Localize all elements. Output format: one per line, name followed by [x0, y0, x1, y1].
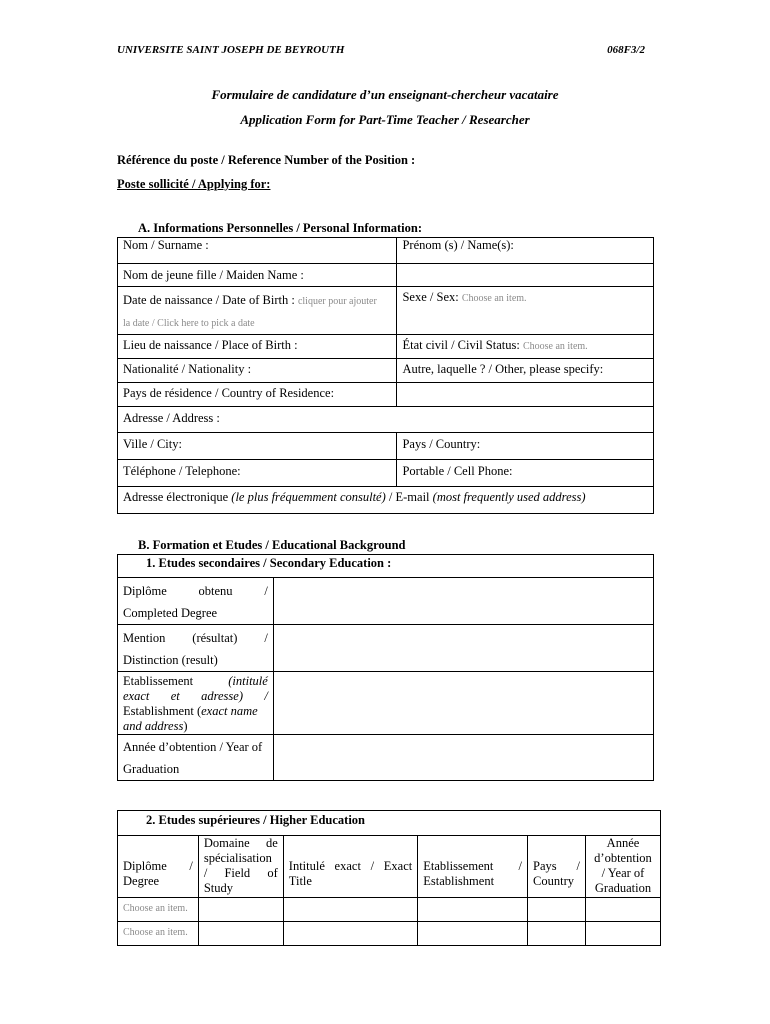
- higher-education-title: 2. Etudes supérieures / Higher Education: [118, 811, 661, 836]
- institution-name: UNIVERSITE SAINT JOSEPH DE BEYROUTH: [117, 44, 345, 56]
- personal-info-table: [117, 237, 654, 514]
- sex-field[interactable]: [397, 287, 654, 335]
- surname-label: Nom / Surname :: [123, 238, 209, 252]
- year-higher-input[interactable]: [585, 922, 660, 946]
- higher-education-table: [117, 810, 661, 946]
- establishment-line1: Etablissement: [123, 674, 229, 688]
- distinction-label: [118, 625, 274, 672]
- form-title-en: Application Form for Part-Time Teacher / Researcher: [240, 112, 530, 127]
- telephone-field[interactable]: [118, 460, 397, 487]
- establishment-higher-input[interactable]: [418, 922, 528, 946]
- year-higher-input[interactable]: [585, 898, 660, 922]
- other-nationality-field[interactable]: [397, 359, 654, 383]
- col-header-year-graduation: Année d’obtention / Year of Graduation: [585, 836, 660, 898]
- col-header-field-of-study: Domaine de spécialisation / Field of Study: [198, 836, 283, 898]
- year-graduation-line2: Graduation: [123, 762, 180, 776]
- email-note-en: (most frequently used address): [432, 490, 586, 504]
- completed-degree-label: [118, 578, 274, 625]
- form-title-fr: Formulaire de candidature d’un enseignant-chercheur vacataire: [211, 87, 559, 102]
- country-higher-input[interactable]: [528, 898, 586, 922]
- sex-label: Sexe / Sex:: [402, 290, 459, 304]
- names-field[interactable]: [397, 238, 654, 264]
- maiden-name-field[interactable]: [118, 264, 397, 287]
- country-higher-input[interactable]: [528, 922, 586, 946]
- degree-dropdown-text[interactable]: Choose an item.: [123, 903, 188, 914]
- field-of-study-input[interactable]: [198, 898, 283, 922]
- secondary-education-title: 1. Etudes secondaires / Secondary Education :: [118, 555, 654, 578]
- establishment-line4-close: ): [183, 719, 188, 733]
- dob-field[interactable]: [118, 287, 397, 335]
- col-header-country: Pays / Country: [528, 836, 586, 898]
- exact-title-input[interactable]: [283, 898, 417, 922]
- completed-degree-input[interactable]: [273, 578, 653, 625]
- establishment-line1-italic: (intitulé: [228, 674, 268, 688]
- civil-status-field[interactable]: [397, 335, 654, 359]
- dob-date-picker-hint[interactable]: la date / Click here to pick a date: [123, 318, 255, 329]
- country-residence-label: Pays de résidence / Country of Residence:: [123, 386, 335, 400]
- establishment-higher-input[interactable]: [418, 898, 528, 922]
- cell-phone-label: Portable / Cell Phone:: [402, 464, 513, 478]
- email-label-en: / E-mail: [385, 490, 433, 504]
- distinction-line2: Distinction (result): [123, 653, 218, 667]
- country-residence-empty-cell: [397, 383, 654, 407]
- sex-dropdown[interactable]: Choose an item.: [461, 293, 527, 304]
- establishment-line3: Establishment (: [123, 704, 202, 718]
- city-label: Ville / City:: [123, 437, 182, 451]
- other-nationality-label: Autre, laquelle ? / Other, please specify:: [402, 362, 604, 376]
- country-label: Pays / Country:: [402, 437, 481, 451]
- maiden-name-empty-cell: [397, 264, 654, 287]
- establishment-input[interactable]: [273, 672, 653, 735]
- form-code: 068F3/2: [607, 44, 645, 56]
- cell-phone-field[interactable]: [397, 460, 654, 487]
- completed-degree-line1: Diplôme obtenu /: [123, 584, 268, 598]
- year-graduation-line1: Année d’obtention / Year of: [123, 740, 263, 754]
- email-field[interactable]: [118, 487, 654, 514]
- civil-status-dropdown[interactable]: Choose an item.: [522, 341, 588, 352]
- nationality-label: Nationalité / Nationality :: [123, 362, 252, 376]
- degree-dropdown[interactable]: [118, 898, 199, 922]
- address-field[interactable]: [118, 407, 654, 433]
- col-header-degree: Diplôme / Degree: [118, 836, 199, 898]
- degree-dropdown[interactable]: [118, 922, 199, 946]
- establishment-line3-italic: exact name: [201, 704, 258, 718]
- place-of-birth-label: Lieu de naissance / Place of Birth :: [123, 338, 298, 352]
- secondary-education-table: [117, 554, 654, 781]
- dob-label: Date de naissance / Date of Birth :: [123, 293, 295, 307]
- completed-degree-line2: Completed Degree: [123, 606, 218, 620]
- civil-status-label: État civil / Civil Status:: [402, 338, 520, 352]
- city-field[interactable]: [118, 433, 397, 460]
- section-b-title: B. Formation et Etudes / Educational Background: [138, 538, 406, 552]
- telephone-label: Téléphone / Telephone:: [123, 464, 241, 478]
- position-reference: Référence du poste / Reference Number of the Position :: [117, 153, 416, 167]
- address-label: Adresse / Address :: [123, 411, 220, 425]
- names-label: Prénom (s) / Name(s):: [402, 238, 514, 252]
- maiden-name-label: Nom de jeune fille / Maiden Name :: [123, 268, 304, 282]
- email-label-fr: Adresse électronique: [123, 490, 232, 504]
- exact-title-input[interactable]: [283, 922, 417, 946]
- place-of-birth-field[interactable]: [118, 335, 397, 359]
- applying-for: Poste sollicité / Applying for:: [117, 177, 271, 191]
- email-note-fr: (le plus fréquemment consulté): [231, 490, 386, 504]
- year-graduation-input[interactable]: [273, 735, 653, 781]
- section-a-title: A. Informations Personnelles / Personal Information:: [138, 221, 423, 235]
- col-header-establishment: Etablissement / Establishment: [418, 836, 528, 898]
- dob-date-picker[interactable]: cliquer pour ajouter: [297, 296, 377, 307]
- distinction-input[interactable]: [273, 625, 653, 672]
- degree-dropdown-text[interactable]: Choose an item.: [123, 927, 188, 938]
- establishment-label: [118, 672, 274, 735]
- country-field[interactable]: [397, 433, 654, 460]
- year-graduation-label: [118, 735, 274, 781]
- establishment-line2: exact et adresse) /: [123, 689, 268, 703]
- distinction-line1: Mention (résultat) /: [123, 631, 268, 645]
- nationality-field[interactable]: [118, 359, 397, 383]
- col-header-exact-title: Intitulé exact / Exact Title: [283, 836, 417, 898]
- establishment-line4: and address: [123, 719, 184, 733]
- country-residence-field[interactable]: [118, 383, 397, 407]
- surname-field[interactable]: [118, 238, 397, 264]
- field-of-study-input[interactable]: [198, 922, 283, 946]
